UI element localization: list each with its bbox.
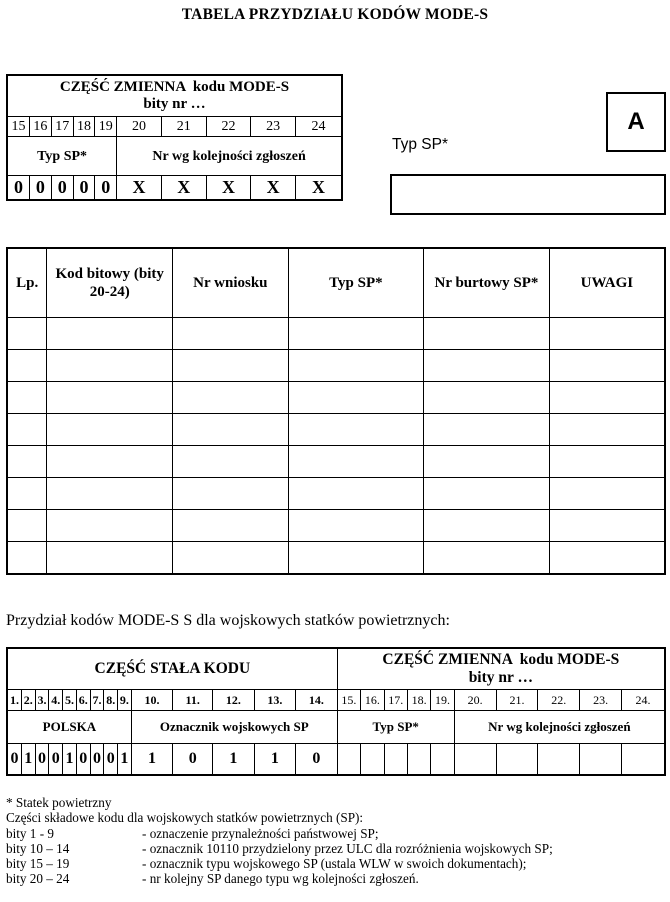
- bit-number-cell: 14.: [296, 690, 338, 711]
- military-code-table: [6, 647, 666, 776]
- table-cell[interactable]: [47, 382, 173, 414]
- note-text: - oznacznik typu wojskowego SP (ustala WLW w swoich dokumentach);: [142, 856, 527, 872]
- table-row: [7, 478, 665, 510]
- table-cell[interactable]: [47, 446, 173, 478]
- table-cell[interactable]: [173, 382, 289, 414]
- bit-number-cell: 16: [30, 117, 52, 137]
- letter-box: A: [606, 92, 666, 152]
- table-cell[interactable]: [47, 350, 173, 382]
- bit-value-cell-empty[interactable]: [580, 744, 622, 776]
- bit-number-cell: 21: [161, 117, 206, 137]
- notes-heading: Części składowe kodu dla wojskowych statków powietrznych (SP):: [6, 810, 364, 826]
- table-cell[interactable]: [7, 382, 47, 414]
- table-cell[interactable]: [173, 318, 289, 350]
- table-cell[interactable]: [549, 318, 665, 350]
- bit-value-cell-empty[interactable]: [361, 744, 384, 776]
- table-row: [7, 350, 665, 382]
- bit-number-cell: 5.: [63, 690, 77, 711]
- bit-number-cell: 22: [206, 117, 251, 137]
- bit-number-cell: 11.: [173, 690, 213, 711]
- bit-number-cell: 17.: [384, 690, 407, 711]
- bit-value-cell: 0: [51, 176, 73, 201]
- note-key: bity 15 – 19: [6, 856, 70, 872]
- bit-number-cell: 7.: [90, 690, 104, 711]
- bit-value-cell: X: [117, 176, 162, 201]
- bit-number-cell: 21.: [496, 690, 538, 711]
- table-cell[interactable]: [424, 318, 550, 350]
- note-text: - oznacznik 10110 przydzielony przez ULC dla rozróżnienia wojskowych SP;: [142, 840, 553, 856]
- bit-value-cell-empty[interactable]: [622, 744, 665, 776]
- note-row: [6, 871, 666, 886]
- table-cell[interactable]: [288, 446, 423, 478]
- bit-number-cell: 23.: [580, 690, 622, 711]
- bit-number-cell: 12.: [213, 690, 255, 711]
- note-text: - oznaczenie przynależności państwowej SP;: [142, 825, 379, 841]
- bit-value-cell: X: [296, 176, 342, 201]
- table-cell[interactable]: [424, 510, 550, 542]
- table-cell[interactable]: [173, 446, 289, 478]
- bit-value-cell-empty[interactable]: [407, 744, 430, 776]
- bit-value-cell: X: [206, 176, 251, 201]
- bit-value-cell: 1: [213, 744, 255, 776]
- bit-number-cell: 20: [117, 117, 162, 137]
- table-cell[interactable]: [7, 446, 47, 478]
- bit-value-cell: 0: [104, 744, 118, 776]
- typ-sp-label: Typ SP*: [337, 711, 454, 744]
- table-cell[interactable]: [288, 510, 423, 542]
- bit-value-cell: 1: [131, 744, 173, 776]
- table-cell[interactable]: [47, 510, 173, 542]
- table-row: [7, 446, 665, 478]
- typ-sp-label: Typ SP*: [7, 137, 117, 176]
- note-key: bity 20 – 24: [6, 871, 70, 887]
- sequence-number-label: Nr wg kolejności zgłoszeń: [117, 137, 342, 176]
- bit-number-cell: 20.: [454, 690, 496, 711]
- variable-part-header-line2: bity nr …: [468, 669, 533, 686]
- bit-number-cell: 16.: [361, 690, 384, 711]
- bit-number-cell: 17: [51, 117, 73, 137]
- table-cell[interactable]: [288, 542, 423, 575]
- table-cell[interactable]: [173, 510, 289, 542]
- bit-number-cell: 13.: [254, 690, 296, 711]
- bit-value-cell-empty[interactable]: [454, 744, 496, 776]
- bit-number-cell: 4.: [49, 690, 63, 711]
- table-cell[interactable]: [288, 382, 423, 414]
- table-cell[interactable]: [424, 414, 550, 446]
- bit-value-cell: 0: [30, 176, 52, 201]
- table-cell[interactable]: [288, 350, 423, 382]
- bit-value-cell: X: [161, 176, 206, 201]
- bit-number-cell: 8.: [104, 690, 118, 711]
- note-row: [6, 856, 666, 871]
- bit-value-cell: 0: [49, 744, 63, 776]
- bit-value-cell: 0: [35, 744, 49, 776]
- table-cell[interactable]: [549, 478, 665, 510]
- bit-number-cell: 3.: [35, 690, 49, 711]
- page-title: TABELA PRZYDZIAŁU KODÓW MODE-S: [181, 6, 489, 23]
- allocation-intro: Przydział kodów MODE-S S dla wojskowych statków powietrznych:: [6, 612, 450, 629]
- register-header-cell: Kod bitowy (bity 20-24): [47, 248, 173, 318]
- bit-value-cell: 1: [21, 744, 35, 776]
- variable-part-header-line1: CZĘŚĆ ZMIENNA kodu MODE-S: [59, 79, 290, 95]
- variable-part-header-line1: CZĘŚĆ ZMIENNA kodu MODE-S: [382, 651, 620, 668]
- table-row: [7, 510, 665, 542]
- table-cell[interactable]: [7, 414, 47, 446]
- table-cell[interactable]: [424, 478, 550, 510]
- bit-value-cell-empty[interactable]: [431, 744, 454, 776]
- fixed-part-header: CZĘŚĆ STAŁA KODU: [7, 648, 337, 690]
- note-row: [6, 826, 666, 841]
- notes-section: [6, 795, 666, 887]
- table-cell[interactable]: [288, 478, 423, 510]
- bit-number-cell: 2.: [21, 690, 35, 711]
- bit-value-cell: 1: [118, 744, 132, 776]
- footnote: * Statek powietrzny: [6, 795, 112, 810]
- register-header-cell: UWAGI: [549, 248, 665, 318]
- bit-number-row: [7, 690, 665, 711]
- table-cell[interactable]: [549, 510, 665, 542]
- bit-number-row: [7, 117, 342, 137]
- table-row: [7, 414, 665, 446]
- table-cell[interactable]: [549, 350, 665, 382]
- bit-value-cell-empty[interactable]: [496, 744, 538, 776]
- note-text: - nr kolejny SP danego typu wg kolejności zgłoszeń.: [142, 871, 419, 887]
- bit-value-cell: X: [251, 176, 296, 201]
- variable-part-header: [7, 75, 342, 117]
- bit-number-cell: 9.: [118, 690, 132, 711]
- table-cell[interactable]: [288, 414, 423, 446]
- bit-number-cell: 10.: [131, 690, 173, 711]
- table-cell[interactable]: [47, 542, 173, 575]
- bit-number-cell: 24.: [622, 690, 665, 711]
- bit-number-cell: 6.: [76, 690, 90, 711]
- table-cell[interactable]: [173, 350, 289, 382]
- table-cell[interactable]: [173, 542, 289, 575]
- table-cell[interactable]: [424, 446, 550, 478]
- table-cell[interactable]: [7, 478, 47, 510]
- sequence-number-label: Nr wg kolejności zgłoszeń: [454, 711, 665, 744]
- polska-label: POLSKA: [7, 711, 131, 744]
- bit-number-cell: 23: [251, 117, 296, 137]
- variable-part-table: [6, 74, 343, 201]
- bit-number-cell: 22.: [538, 690, 580, 711]
- variable-part-header: [337, 648, 665, 690]
- bit-number-cell: 15: [7, 117, 30, 137]
- bit-number-cell: 18: [73, 117, 95, 137]
- table-cell[interactable]: [173, 414, 289, 446]
- register-header-cell: Nr wniosku: [173, 248, 289, 318]
- bit-value-cell: 0: [95, 176, 117, 201]
- variable-part-header-line2: bity nr …: [143, 96, 206, 112]
- bit-value-cell-empty[interactable]: [337, 744, 360, 776]
- note-key: bity 1 - 9: [6, 825, 54, 841]
- bit-value-cell: 0: [173, 744, 213, 776]
- table-cell[interactable]: [7, 350, 47, 382]
- table-cell[interactable]: [288, 318, 423, 350]
- bit-value-row: [7, 176, 342, 201]
- table-cell[interactable]: [47, 478, 173, 510]
- typ-sp-field-label: Typ SP*: [392, 136, 448, 153]
- register-header-cell: Lp.: [7, 248, 47, 318]
- table-cell[interactable]: [47, 318, 173, 350]
- table-row: [7, 382, 665, 414]
- table-cell[interactable]: [549, 542, 665, 575]
- bit-value-cell: 1: [63, 744, 77, 776]
- bit-value-cell: 0: [296, 744, 338, 776]
- bit-number-cell: 19: [95, 117, 117, 137]
- bit-number-cell: 15.: [337, 690, 360, 711]
- table-row: [7, 318, 665, 350]
- table-cell[interactable]: [47, 414, 173, 446]
- table-cell[interactable]: [549, 414, 665, 446]
- table-cell[interactable]: [7, 318, 47, 350]
- register-header-cell: Nr burtowy SP*: [424, 248, 550, 318]
- table-cell[interactable]: [424, 350, 550, 382]
- typ-sp-input-field[interactable]: [390, 174, 666, 215]
- register-header-cell: Typ SP*: [288, 248, 423, 318]
- bit-value-cell: 0: [7, 176, 30, 201]
- bit-number-cell: 18.: [407, 690, 430, 711]
- note-row: [6, 841, 666, 856]
- bit-value-cell-empty[interactable]: [384, 744, 407, 776]
- table-cell[interactable]: [173, 478, 289, 510]
- military-designator-label: Oznacznik wojskowych SP: [131, 711, 337, 744]
- bit-value-cell: 0: [76, 744, 90, 776]
- register-header-row: [7, 248, 665, 318]
- table-cell[interactable]: [424, 382, 550, 414]
- table-cell[interactable]: [7, 510, 47, 542]
- register-table: [6, 247, 666, 575]
- bit-number-cell: 1.: [7, 690, 21, 711]
- table-cell[interactable]: [7, 542, 47, 575]
- bit-value-cell: 0: [90, 744, 104, 776]
- bit-number-cell: 24: [296, 117, 342, 137]
- bit-value-cell: 0: [73, 176, 95, 201]
- table-row: [7, 542, 665, 575]
- bit-value-row: [7, 744, 665, 776]
- table-cell[interactable]: [549, 382, 665, 414]
- table-cell[interactable]: [549, 446, 665, 478]
- note-key: bity 10 – 14: [6, 840, 70, 856]
- table-cell[interactable]: [424, 542, 550, 575]
- bit-number-cell: 19.: [431, 690, 454, 711]
- bit-value-cell-empty[interactable]: [538, 744, 580, 776]
- bit-value-cell: 1: [254, 744, 296, 776]
- bit-value-cell: 0: [7, 744, 21, 776]
